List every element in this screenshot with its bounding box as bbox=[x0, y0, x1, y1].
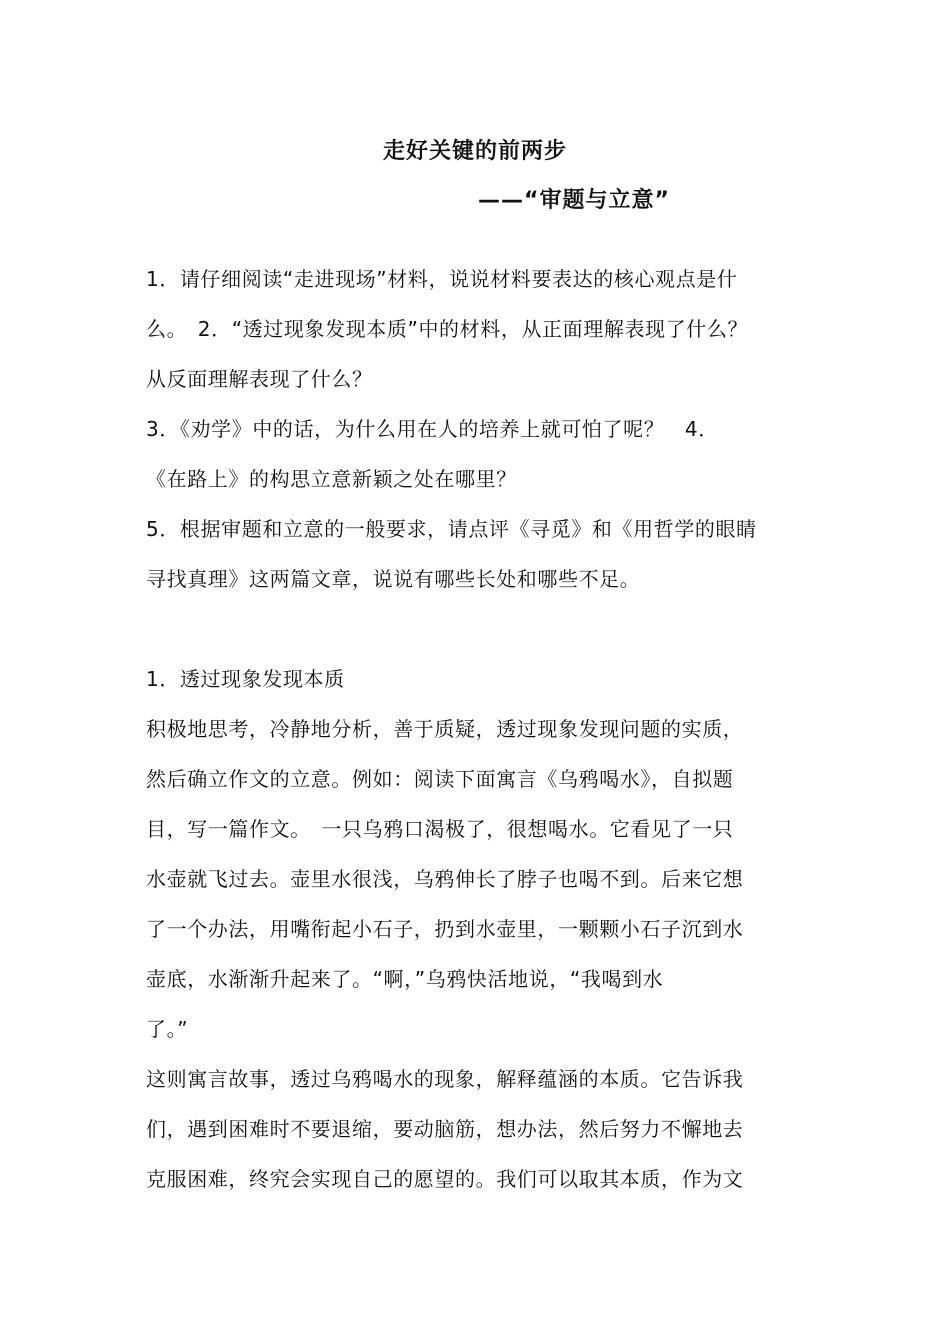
body-line: 们，遇到困难时不要退缩，要动脑筋，想办法，然后努力不懈地去 bbox=[146, 1117, 744, 1141]
body-line: 壶底，水渐渐升起来了。“啊，”乌鸦快活地说，“我喝到水 bbox=[146, 967, 664, 991]
body-line: 然后确立作文的立意。例如：阅读下面寓言《乌鸦喝水》，自拟题 bbox=[146, 767, 734, 791]
question-line: 《在路上》的构思立意新颖之处在哪里？ bbox=[146, 467, 517, 491]
question-line: 寻找真理》这两篇文章，说说有哪些长处和哪些不足。 bbox=[146, 567, 641, 591]
body-line: 目，写一篇作文。 一只乌鸦口渴极了，很想喝水。它看见了一只 bbox=[146, 817, 734, 841]
document-subtitle: ——“审题与立意” bbox=[478, 188, 670, 213]
question-line: 3．《劝学》中的话，为什么用在人的培养上就可怕了呢？ 4． bbox=[146, 417, 719, 441]
body-line: 这则寓言故事，透过乌鸦喝水的现象，解释蕴涵的本质。它告诉我 bbox=[146, 1067, 744, 1091]
question-line: 么。 2．“透过现象发现本质”中的材料，从正面理解表现了什么？ bbox=[146, 317, 749, 341]
body-line: 克服困难，终究会实现自己的愿望的。我们可以取其本质，作为文 bbox=[146, 1167, 744, 1191]
section-heading: 1．透过现象发现本质 bbox=[146, 667, 345, 691]
question-line: 1．请仔细阅读“走进现场”材料，说说材料要表达的核心观点是什 bbox=[146, 267, 738, 291]
body-line: 积极地思考，冷静地分析，善于质疑，透过现象发现问题的实质， bbox=[146, 717, 744, 741]
paragraph-spacer bbox=[146, 604, 816, 654]
question-line: 从反面理解表现了什么？ bbox=[146, 367, 373, 391]
question-line: 5．根据审题和立意的一般要求，请点评《寻觅》和《用哲学的眼睛 bbox=[146, 517, 757, 541]
body-line: 了。” bbox=[146, 1017, 189, 1041]
document-body bbox=[146, 254, 816, 1204]
document-title: 走好关键的前两步 bbox=[382, 139, 567, 164]
body-line: 水壶就飞过去。壶里水很浅，乌鸦伸长了脖子也喝不到。后来它想 bbox=[146, 867, 744, 891]
body-line: 了一个办法，用嘴衔起小石子，扔到水壶里，一颗颗小石子沉到水 bbox=[146, 917, 744, 941]
